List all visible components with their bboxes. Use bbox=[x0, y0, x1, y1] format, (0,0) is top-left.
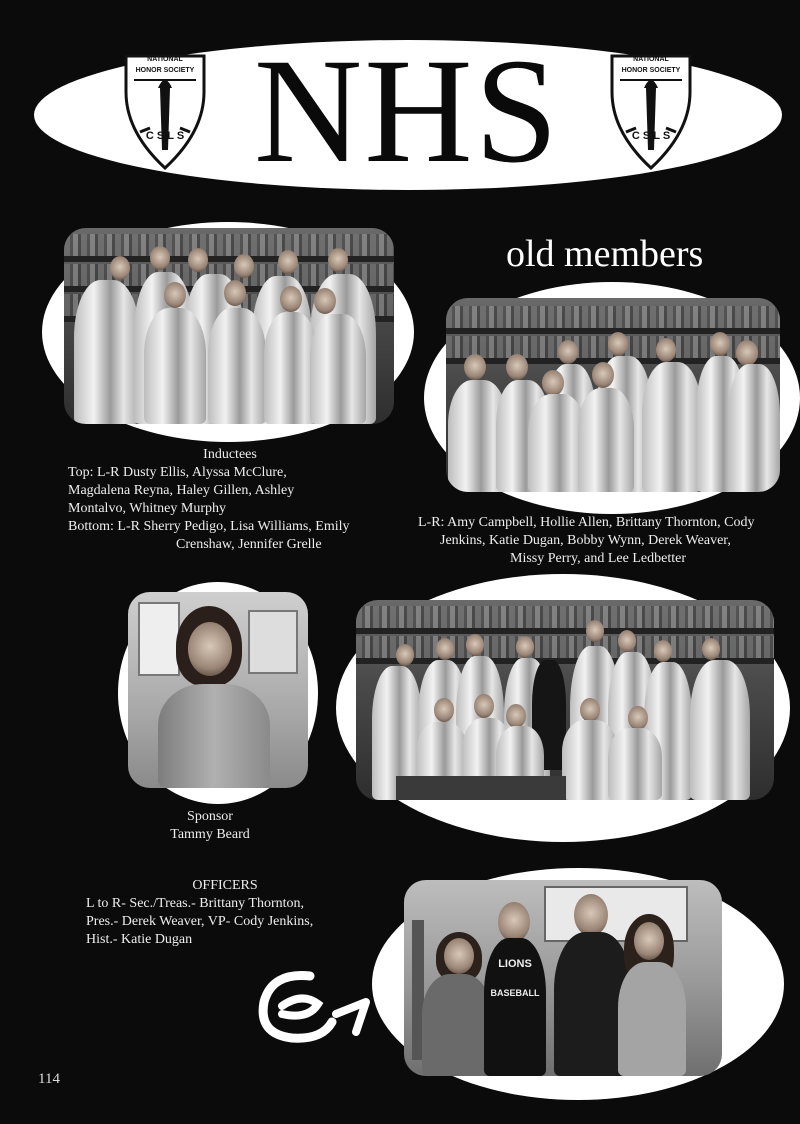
inductees-caption-line4: Bottom: L-R Sherry Pedigo, Lisa Williams, Emily bbox=[68, 519, 350, 534]
inductees-caption-title: Inductees bbox=[203, 447, 257, 462]
officers-caption-line2: Pres.- Derek Weaver, VP- Cody Jenkins, bbox=[86, 914, 314, 929]
logo-right-text-top: NATIONAL bbox=[633, 56, 669, 63]
page-title: NHS bbox=[253, 28, 561, 194]
officers-heading: OFFICERS bbox=[192, 878, 258, 893]
old-members-caption-line2: Jenkins, Katie Dugan, Bobby Wynn, Derek Weaver, bbox=[440, 533, 731, 548]
officers-caption-line3: Hist.- Katie Dugan bbox=[86, 932, 193, 947]
shirt-text-lions: LIONS bbox=[498, 958, 532, 970]
officers-photo bbox=[404, 880, 722, 1076]
inductees-photo bbox=[64, 228, 394, 424]
logo-right-letters: C S L S bbox=[631, 130, 671, 142]
page-number: 114 bbox=[38, 1071, 60, 1087]
inductees-caption-line1: Top: L-R Dusty Ellis, Alyssa McClure, bbox=[68, 465, 287, 480]
inductees-caption-line3: Montalvo, Whitney Murphy bbox=[68, 501, 227, 516]
logo-left-text-bottom: HONOR SOCIETY bbox=[135, 67, 195, 74]
old-members-heading: old members bbox=[506, 233, 704, 275]
inductees-caption-line5: Crenshaw, Jennifer Grelle bbox=[176, 537, 322, 552]
logo-left-text-top: NATIONAL bbox=[147, 56, 183, 63]
old-members-caption-line1: L-R: Amy Campbell, Hollie Allen, Brittany Thornton, Cody bbox=[418, 515, 755, 530]
officers-caption-line1: L to R- Sec./Treas.- Brittany Thornton, bbox=[86, 896, 305, 911]
logo-right-text-bottom: HONOR SOCIETY bbox=[621, 67, 681, 74]
sponsor-label: Sponsor bbox=[187, 809, 233, 824]
old-members-photo bbox=[446, 298, 780, 492]
sponsor-name: Tammy Beard bbox=[170, 827, 250, 842]
scribble-arrow-icon bbox=[252, 962, 382, 1052]
logo-left-letters: C S L S bbox=[145, 130, 185, 142]
old-members-caption-line3: Missy Perry, and Lee Ledbetter bbox=[510, 551, 686, 566]
group-photo bbox=[356, 600, 774, 800]
inductees-caption-line2: Magdalena Reyna, Haley Gillen, Ashley bbox=[68, 483, 295, 498]
sponsor-photo bbox=[128, 592, 308, 788]
shirt-text-baseball: BASEBALL bbox=[490, 988, 540, 998]
